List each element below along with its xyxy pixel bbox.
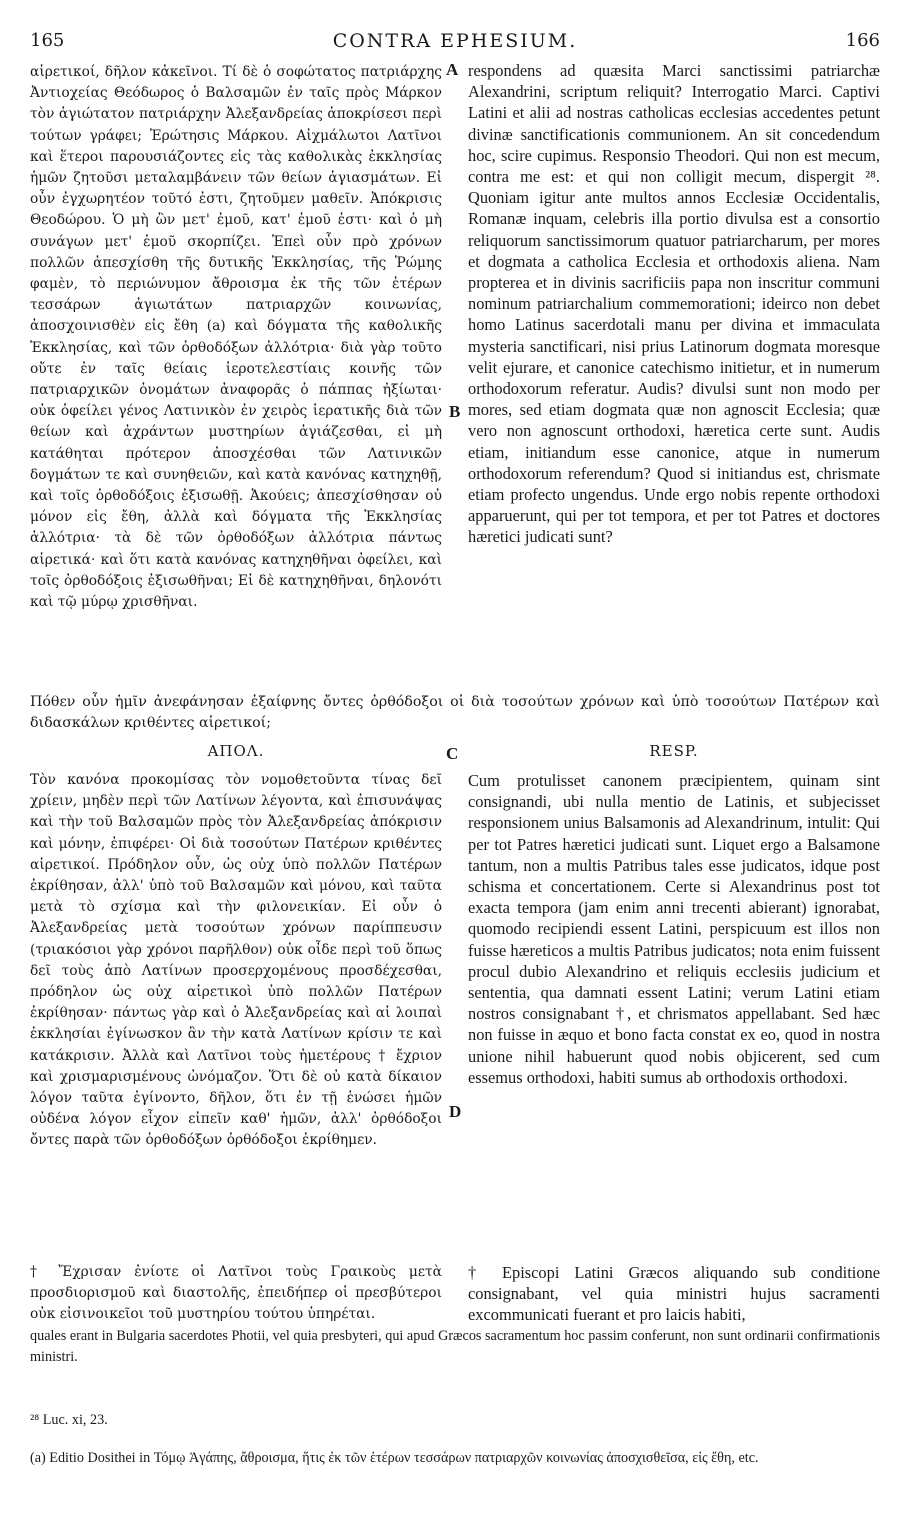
greek-column-top [30, 62, 442, 613]
greek-note: † Ἔχρισαν ἐνίοτε οἱ Λατῖνοι τοὺς Γραικοὺς μετὰ προσδιορισμοῦ καὶ διαστολῆς, ἐπειδήπερ οἱ πρεσβύτεροι οὐκ εἰσινοικεῖοι τοῦ μυστηρίου τούτου ὑπηρέται. [30, 1264, 442, 1323]
marker-a: A [446, 60, 459, 79]
heading-apol: ΑΠΟΛ. [207, 742, 265, 760]
greek-full-width-line: Πόθεν οὖν ἡμῖν ἀνεφάνησαν ἐξαίφνης ὄντες ὀρθόδοξοι οἱ διὰ τοσούτων χρόνων καὶ ὑπὸ τοσούτων Πατέρων καὶ διδασκάλων κριθέντες αἱρετικοί; [30, 694, 880, 732]
footnote-scripture: ²⁸ Luc. xi, 23. [30, 1412, 108, 1428]
running-title: CONTRA EPHESIUM. [332, 30, 578, 52]
latin-note-full-width: quales erant in Bulgaria sacerdotes Photii, vel quia presbyteri, qui apud Græcos sacramentum hoc passim conferunt, non sunt ordinarii confirmationis ministri. [30, 1328, 880, 1366]
greek-paragraph-top: αἱρετικοί, δῆλον κἀκεῖνοι. Τί δὲ ὁ σοφώτατος πατριάρχης Ἀντιοχείας Θεόδωρος ὁ Βαλσαμῶν ἐν ταῖς πρὸς Μάρκον τὸν ἁγιώτατον πατριάρχην Ἀλεξανδρείας ἀποκρίσεσι περὶ τούτων γράφει; Ἐρώτησις Μάρκου. Αἰχμάλωτοι Λατῖνοι καὶ ἕτεροι παρουσιάζοντες εἰς τὰς καθολικὰς ἐκκλησίας ἡμῶν ζητοῦσι μεταλαμβάνειν τῶν θείων ἁγιασμάτων. Εἰ οὖν ἐγχωρητέον τοῦτό ἐστι, ζητοῦμεν μαθεῖν. Ἀπόκρισις Θεοδώρου. Ὁ μὴ ὢν μετ' ἐμοῦ, κατ' ἐμοῦ ἐστι· καὶ ὁ μὴ συνάγων μετ' ἐμοῦ σκορπίζει. Ἐπεὶ οὖν πρὸ χρόνων πολλῶν ἀπεσχίσθη τῆς δυτικῆς Ἐκκλησίας, τῆς Ῥώμης φαμὲν, τὸ περιώνυμον ἄθροισμα ἐκ τῆς τῶν ἑτέρων τεσσάρων ἁγιωτάτων πατριαρχῶν κοινωνίας, ἀποσχοινισθὲν εἰς ἔθη (a) καὶ δόγματα τῆς καθολικῆς Ἐκκλησίας, καὶ τῶν ὀρθοδόξων ἀλλότρια· διὰ γὰρ τοῦτο οὔτε ἐν ταῖς θείαις ἱεροτελεστίαις κοινῆς τῶν πατριαρχικῶν ὀνομάτων ἀναφορᾶς ὁ πάππας ἠξίωται· οὐκ ὀφείλει γένος Λατινικὸν ἐν χειρὸς ἱερατικῆς διὰ τῶν θείων καὶ ἀχράντων μυστηρίων ἁγιάζεσθαι, εἰ μὴ κατάθηται πρότερον ἀποσχέσθαι τῶν Λατινικῶν δογμάτων τε καὶ συνηθειῶν, καὶ κατὰ κανόνας κατηχηθῇ, καὶ τοῖς ὀρθοδόξοις ἐξισωθῇ. Ἀκούεις; ἀπεσχίσθησαν οὐ μόνον εἰς ἔθη, ἀλλὰ καὶ δόγματα τῆς Ἐκκλησίας ἀλλότρια· τὰ δὲ τῶν ὀρθοδόξων ἀλλότρια πάντως αἱρετικά· καὶ ὅτι κατὰ κανόνας κατηχηθῆναι ὀφείλει, καὶ τοῖς ὀρθοδόξοις ἐξισωθῆναι; Εἰ δὲ κατηχηθῆναι, δηλονότι καὶ τῷ μύρῳ χρισθῆναι. [30, 64, 442, 611]
latin-column-resp [468, 770, 880, 1088]
page-number-right: 166 [845, 30, 880, 51]
page-header [30, 30, 880, 56]
footnotes [30, 1410, 880, 1472]
heading-resp: RESP. [649, 742, 699, 760]
footnote-a: (a) Editio Dosithei in Τόμῳ Ἀγάπης, ἄθροισμα, ἥτις ἐκ τῶν ἑτέρων τεσσάρων πατριαρχῶν κοινωνίας ἀποσχισθεῖσα, εἰς ἔθη, etc. [30, 1450, 759, 1466]
latin-column-top [468, 60, 880, 548]
latin-paragraph-resp: Cum protulisset canonem præcipientem, quinam sint consignandi, ubi nulla mentio de Latinis, et subjecisset responsionem unius Balsamonis ad Alexandrinum, intulit: Qui per tot Patres hæretici judicati sunt. Liquet ergo a Balsamone tantum, non a multis Patribus tales esse judicatos, idque post schisma et concertationem. Certe si Alexandrinus post tot exacta tempora (jam enim anni trecenti abierant) ignorabat, quomodo recipiendi essent Latini, perspicuum est illos non fuisse hæreticos a multis Patribus judicatos; nota enim fuissent procul dubio Alexandrino et reliquis ecclesiis judicium et sententia, qua damnati essent Latini; verum Latini etiam nostros consignabant †, et chrismatos appellabant. Sed hæc non fuisse in æquo et bono facta constat ex eo, quod in nostra unione nihil habuerunt quod nobis objicerent, sed cum essemus orthodoxi, habiti sumus ab orthodoxis orthodoxi. [468, 771, 880, 1087]
marker-b: B [449, 402, 461, 421]
latin-paragraph-top: respondens ad quæsita Marci sanctissimi patriarchæ Alexandrini, scriptum reliquit? Interrogatio Marci. Captivi Latini et alii ad nostras catholicas ecclesias accedentes petunt divinæ sanctificationis communionem. An sit concedendum hoc, scire cupimus. Responsio Theodori. Qui non est mecum, contra me est: et qui non colligit mecum, dispergit ²⁸. Quoniam igitur ante multos annos Ecclesiæ Occidentalis, Romanæ inquam, celebris illa portio divulsa est a consortio reliquorum sanctissimorum quatuor patriarcharum, per mores et dogmata a catholica Ecclesia et orthodoxis aliena. Nam propterea et in divinis sacrificiis papa non inscritur communi nominum patriarchalium commemorationi; ideirco non debet homo Latinus sacerdotali manu per divina et immaculata mysteria sanctificari, nisi prius Latinorum dogmata moresque velit ejurare, et canonice catechismo initietur, et in numerum orthodoxorum referatur. Audis? divulsi sunt non modo per mores, sed etiam dogmata quæ non agnoscit Ecclesia; quæ vero non agnoscunt orthodoxi, hæretica certe sunt. Audis etiam, initiandum esse canonice, atque in numerum orthodoxorum referendum? Quod si initiandus est, chrismate etiam profecto ungendus. Unde ergo nobis repente orthodoxi apparuerunt, qui per tot tempora, et per tot Patres et doctores hæretici judicati sunt? [468, 61, 880, 547]
latin-note: † Episcopi Latini Græcos aliquando sub conditione consignabant, vel quia ministri hujus sacramenti excommunicati fuerant et pro laicis habiti, [468, 1263, 880, 1325]
greek-column-apol [30, 770, 442, 1152]
page-number-left: 165 [30, 30, 65, 51]
greek-paragraph-apol: Τὸν κανόνα προκομίσας τὸν νομοθετοῦντα τίνας δεῖ χρίειν, μηδὲν περὶ τῶν Λατίνων λέγοντα, καὶ ἐπισυνάψας καὶ τὴν τοῦ Βαλσαμῶν πρὸς τὸν Ἀλεξανδρείας ἀπόκρισιν καὶ μόνην, ἐπιφέρει· Οἱ διὰ τοσούτων Πατέρων κριθέντες αἱρετικοί. Πρόδηλον οὖν, ὡς οὐχ ὑπὸ πολλῶν Πατέρων ἐκρίθησαν, ἀλλ' ὑπὸ τοῦ Βαλσαμῶν καὶ μόνου, καὶ ταῦτα μετὰ τὸ σχίσμα καὶ τὴν φιλονεικίαν. Εἰ οὖν ὁ Ἀλεξανδρείας μετὰ τοσούτων χρόνων παρίππευσιν (τριακόσιοι γὰρ χρόνοι παρῆλθον) οὐκ οἶδε περὶ τοῦ ὅπως δεῖ τοὺς ἀπὸ Λατίνων προσερχομένους προσδέχεσθαι, πρόδηλον ὡς οὐχ αἱρετικοὶ ὑπὸ πολλῶν Πατέρων ἐκρίθησαν· πάντως γὰρ καὶ ὁ Ἀλεξανδρείας καὶ αἱ λοιπαὶ ἐκκλησίαι ἐγίνωσκον ἂν τὴν κατὰ Λατίνων κρίσιν τε καὶ κατάκρισιν. Ἀλλὰ καὶ Λατῖνοι τοὺς ἡμετέρους † ἔχριον καὶ χρισμαρισμένους ὠνόμαζον. Ὅτι δὲ οὐ κατὰ δίκαιον λόγον ταῦτα ἐγίνοντο, δῆλον, ὅτι ἐν τῇ ἑνώσει ἡμῶν οὐδένα λόγον εἶχον εἰπεῖν καθ' ἡμῶν, ἀλλ' ὀρθόδοξοι ὄντες παρὰ τῶν ὀρθοδόξων ὀρθόδοξοι ἐκρίθημεν. [30, 772, 442, 1149]
marker-c: C [446, 744, 459, 763]
marker-d: D [449, 1102, 462, 1121]
